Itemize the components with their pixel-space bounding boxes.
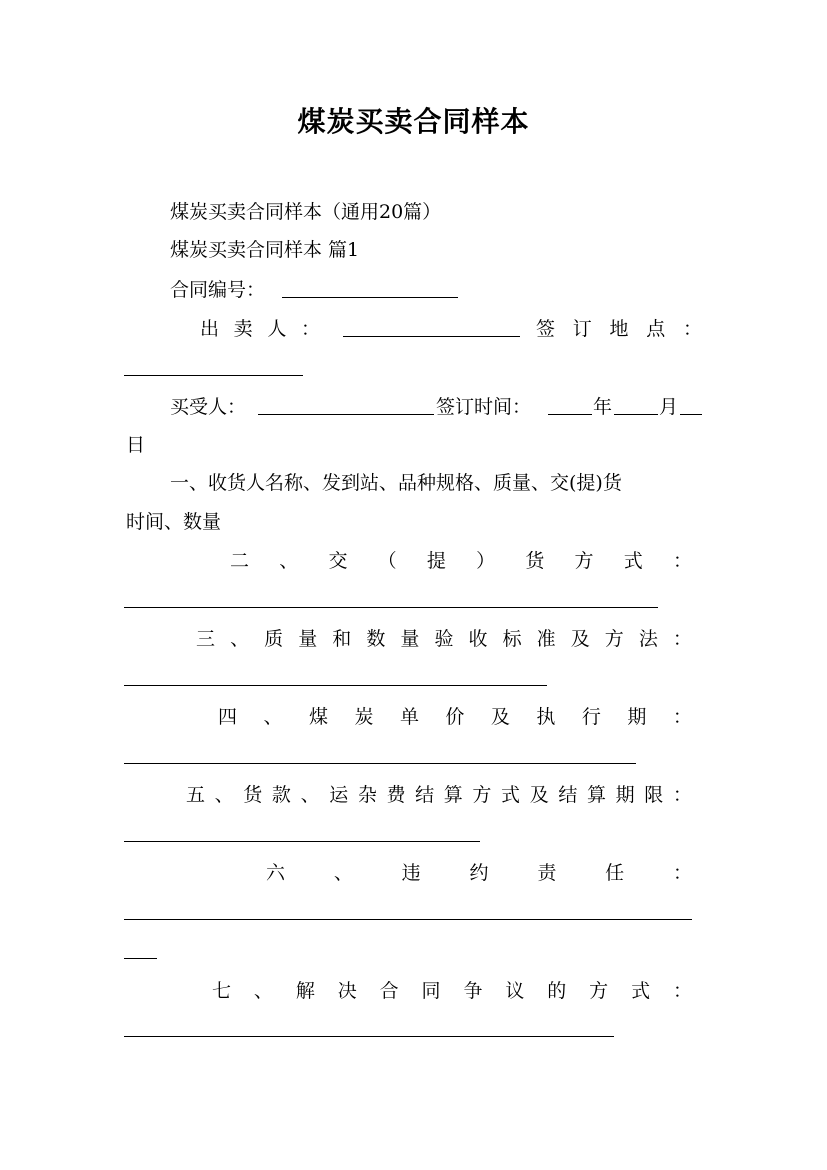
document-title: 煤炭买卖合同样本 — [297, 105, 530, 138]
sign-place-blank[interactable] — [124, 375, 303, 376]
seller-blank[interactable] — [343, 336, 520, 337]
clause-2: 二 、 交 （ 提 ） 货 方 式 ： — [230, 550, 692, 572]
year-blank[interactable] — [548, 414, 592, 415]
document-subtitle: 煤炭买卖合同样本（通用20篇） — [170, 201, 442, 223]
sign-time-label: 签订时间： — [436, 396, 532, 418]
clause-3-blank[interactable] — [124, 685, 547, 686]
month-label: 月 — [659, 396, 679, 418]
clause-7-blank[interactable] — [124, 1036, 614, 1037]
buyer-blank[interactable] — [258, 414, 434, 415]
clause-7: 七 、 解 决 合 同 争 议 的 方 式 ： — [212, 980, 692, 1002]
seller-label: 出 卖 人 ： — [200, 318, 320, 340]
clause-4-blank[interactable] — [124, 763, 636, 764]
clause-5: 五 、 货 款 、 运 杂 费 结 算 方 式 及 结 算 期 限 ： — [186, 784, 692, 806]
sign-place-label: 签 订 地 点 ： — [536, 318, 702, 340]
month-blank[interactable] — [614, 414, 658, 415]
clause-6: 六 、 违 约 责 任 ： — [266, 862, 692, 884]
day-label: 日 — [126, 434, 146, 456]
clause-1-line-2: 时间、数量 — [126, 511, 222, 533]
buyer-label: 买受人： — [170, 396, 247, 418]
day-blank[interactable] — [680, 414, 702, 415]
clause-5-blank[interactable] — [124, 841, 480, 842]
contract-number-blank[interactable] — [282, 297, 458, 298]
year-label: 年 — [593, 396, 613, 418]
clause-6-blank-2[interactable] — [124, 958, 157, 959]
clause-2-blank[interactable] — [124, 607, 658, 608]
clause-4: 四 、 煤 炭 单 价 及 执 行 期 ： — [218, 706, 692, 728]
clause-3: 三 、 质 量 和 数 量 验 收 标 准 及 方 法 ： — [196, 628, 692, 650]
contract-number-label: 合同编号： — [170, 279, 266, 301]
section-heading: 煤炭买卖合同样本 篇1 — [170, 239, 360, 261]
clause-6-blank-1[interactable] — [124, 919, 692, 920]
clause-1-line-1: 一、收货人名称、发到站、品种规格、质量、交(提)货 — [170, 472, 622, 494]
